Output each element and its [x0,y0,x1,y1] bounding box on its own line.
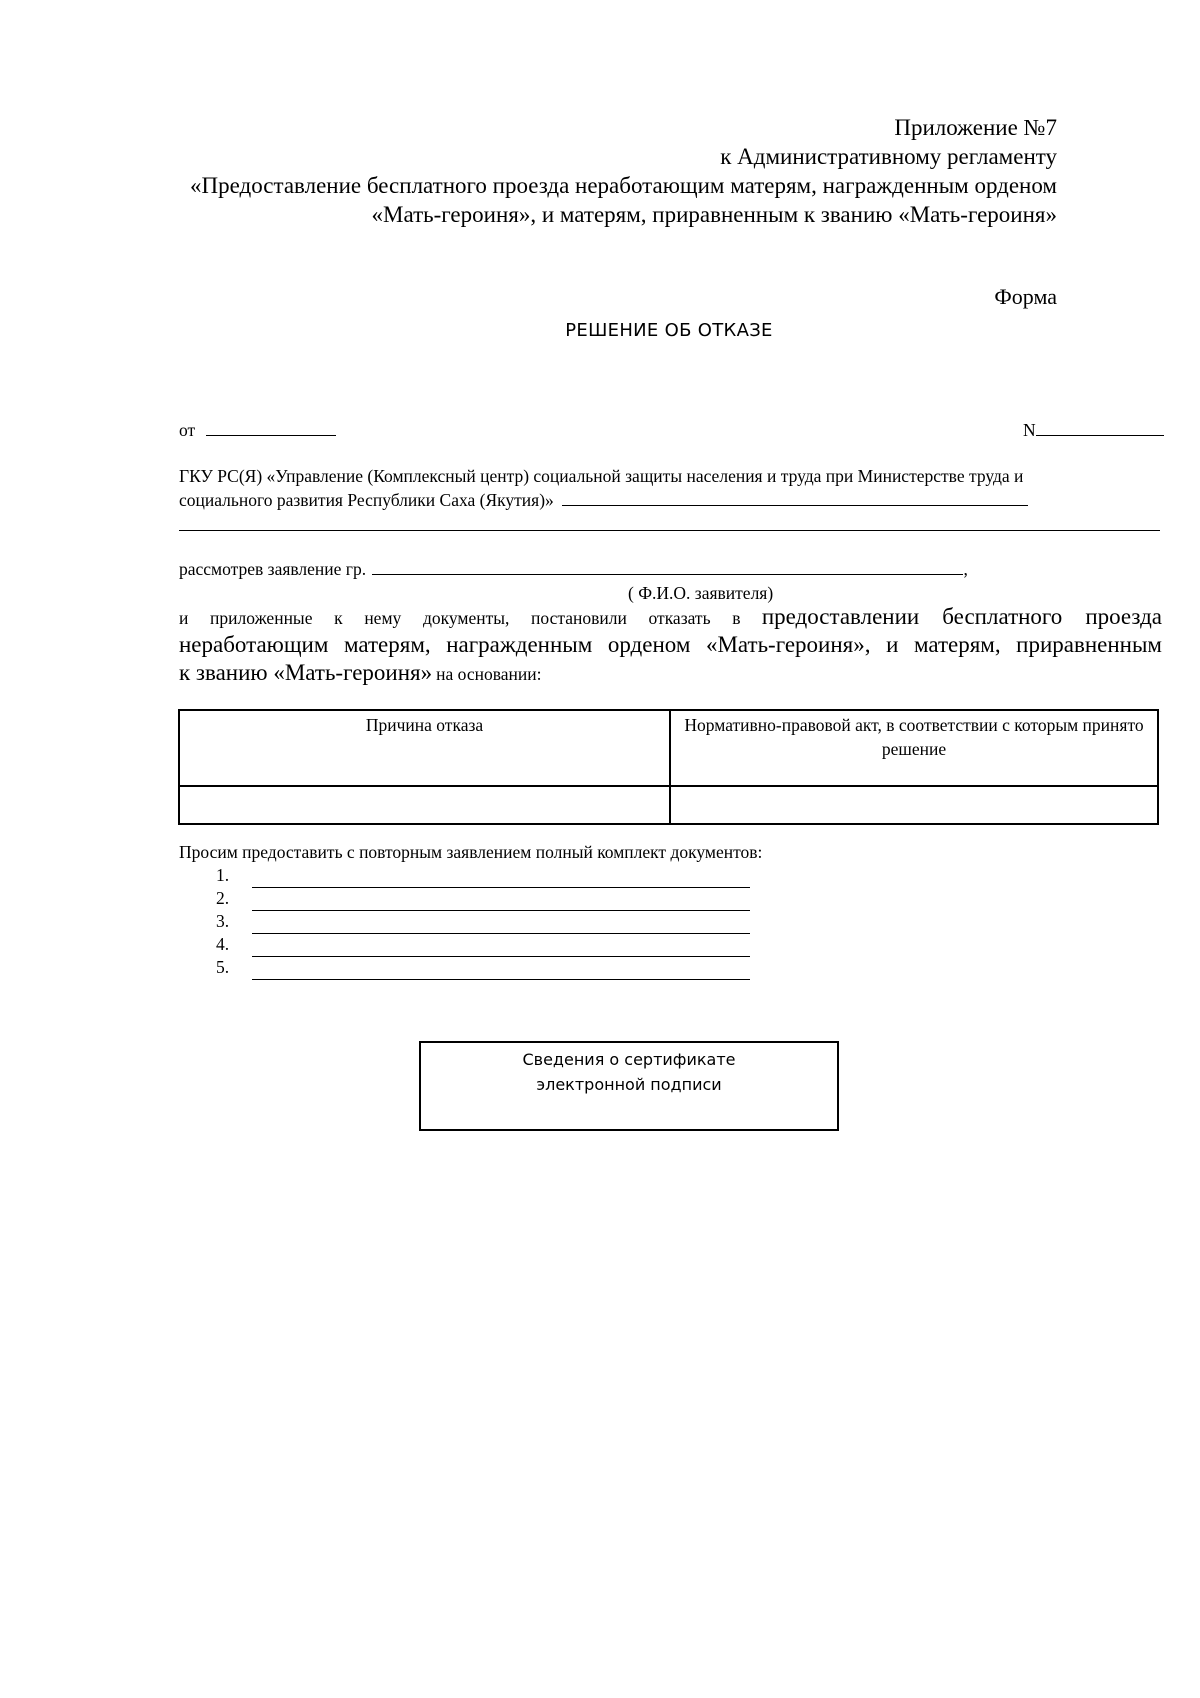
decision-line-1 [179,604,1162,630]
applicant-hint: ( Ф.И.О. заявителя) [628,583,774,603]
annex-number: Приложение №7 [894,115,1057,140]
list-blank-line [252,979,750,980]
decision-line-2: неработающим матерям, награжденным орденом «Мать-героиня», и матерям, приравненным [179,632,1162,657]
legal-act-cell[interactable] [670,786,1158,824]
request-text: Просим предоставить с повторным заявлением полный комплект документов: [179,842,763,862]
applicant-field [179,559,968,580]
decision-intro: и приложенные к нему документы, постановили отказать в [179,608,741,628]
applicant-comma: , [963,559,968,579]
number-field [1023,420,1164,441]
form-label: Форма [994,284,1057,309]
table-row [179,786,1158,824]
list-item [216,911,252,932]
applicant-label: рассмотрев заявление гр. [179,559,367,579]
number-label: N [1023,420,1036,440]
list-item [216,888,252,909]
list-item [216,957,252,978]
number-blank-line [1036,421,1164,436]
refusal-reasons-table [178,709,1159,825]
organization-blank-line [562,491,1028,506]
annex-service-name-1: «Предоставление бесплатного проезда неработающим матерям, награжденным орденом [190,173,1057,198]
document-title: РЕШЕНИЕ ОБ ОТКАЗЕ [565,320,773,341]
applicant-name-line [372,560,963,575]
list-blank-line [252,956,750,957]
list-number: 5. [216,957,230,977]
organization-full-line [179,530,1160,531]
annex-header [190,113,1057,229]
list-blank-line [252,910,750,911]
list-item [216,934,252,955]
list-number: 3. [216,911,230,931]
list-number: 4. [216,934,230,954]
annex-regulation: к Административному регламенту [720,144,1057,169]
list-blank-line [252,933,750,934]
reason-cell[interactable] [179,786,670,824]
list-blank-line [252,887,750,888]
organization-line-1: ГКУ РС(Я) «Управление (Комплексный центр) социальной защиты населения и труда при Министерстве труда и [179,466,1024,486]
decision-title-ref: к званию «Мать-героиня» [179,660,433,685]
organization-line-2 [179,490,1028,511]
signature-box-line-1: Сведения о сертификате [522,1050,736,1069]
col-reason-header: Причина отказа [179,710,670,786]
list-number: 2. [216,888,230,908]
date-field [179,420,336,441]
table-header-row [179,710,1158,786]
decision-basis: на основании: [436,664,542,684]
signature-box-line-2: электронной подписи [536,1075,722,1094]
signature-certificate-box [419,1041,839,1131]
decision-service: предоставлении бесплатного проезда [761,604,1162,629]
date-blank-line [206,421,336,436]
list-item [216,865,252,886]
organization-name: социального развития Республики Саха (Якутия)» [179,490,554,510]
col-legal-act-header: Нормативно-правовой акт, в соответствии с которым принято решение [670,710,1158,786]
list-number: 1. [216,865,230,885]
decision-line-3 [179,660,541,686]
annex-service-name-2: «Мать-героиня», и матерям, приравненным к званию «Мать-героиня» [371,202,1057,227]
date-label: от [179,420,196,440]
